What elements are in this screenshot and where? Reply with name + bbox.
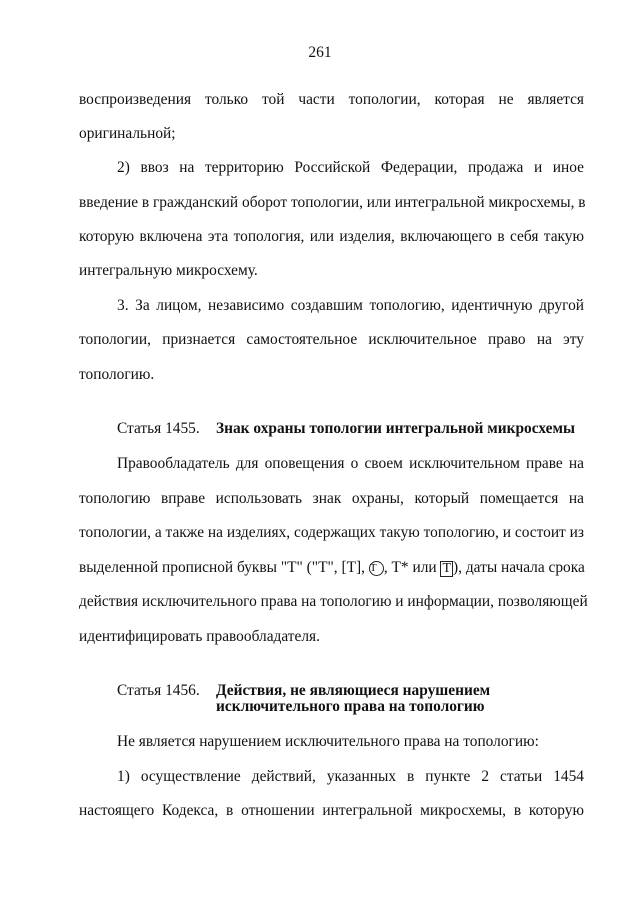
text-line: Не является нарушением исключительного права на топологию: (117, 733, 539, 750)
article-1455-title: Знак охраны топологии интегральной микросхемы (216, 420, 576, 437)
article-1456-label: Статья 1456. (117, 682, 200, 699)
article-1456-title-line-2: исключительного права на топологию (216, 698, 485, 715)
symbols-prefix: выделенной прописной буквы "Т" ("Т", [Т], (79, 559, 369, 576)
text-line: оригинальной; (79, 125, 176, 142)
text-line: действия исключительного права на топологию и информации, позволяющей (79, 593, 588, 610)
text-line: воспроизведения только той части топологии, которая не является (79, 91, 584, 108)
text-line: топологии, признается самостоятельное исключительное право на эту (79, 331, 584, 348)
article-1456-title-line-1: Действия, не являющиеся нарушением (216, 682, 491, 699)
text-line: идентифицировать правообладателя. (79, 628, 320, 645)
page-number: 261 (308, 44, 332, 61)
text-line: топологии, а также на изделиях, содержащих такую топологию, и состоит из (79, 524, 584, 541)
text-line-symbols (79, 558, 584, 578)
text-line: которую включена эта топология, или изделия, включающего в себя такую (79, 228, 584, 245)
text-line: топологию. (79, 366, 155, 383)
symbols-middle: , Т* или (383, 559, 441, 576)
text-line: интегральную микросхему. (79, 262, 258, 279)
symbols-suffix: ), даты начала срока (453, 559, 585, 576)
text-line: настоящего Кодекса, в отношении интегральной микросхемы, в которую (79, 802, 584, 819)
boxed-t-symbol: Т (442, 561, 452, 576)
circled-t-symbol: Т (369, 561, 384, 576)
article-1455-label: Статья 1455. (117, 420, 200, 437)
text-line: 3. За лицом, независимо создавшим топологию, идентичную другой (117, 297, 584, 314)
text-line: введение в гражданский оборот топологии, или интегральной микросхемы, в (79, 194, 586, 211)
text-line: 1) осуществление действий, указанных в пункте 2 статьи 1454 (117, 768, 584, 785)
text-line: 2) ввоз на территорию Российской Федерации, продажа и иное (117, 159, 584, 176)
text-line: топологию вправе использовать знак охраны, который помещается на (79, 490, 584, 507)
text-line: Правообладатель для оповещения о своем исключительном праве на (117, 455, 584, 472)
